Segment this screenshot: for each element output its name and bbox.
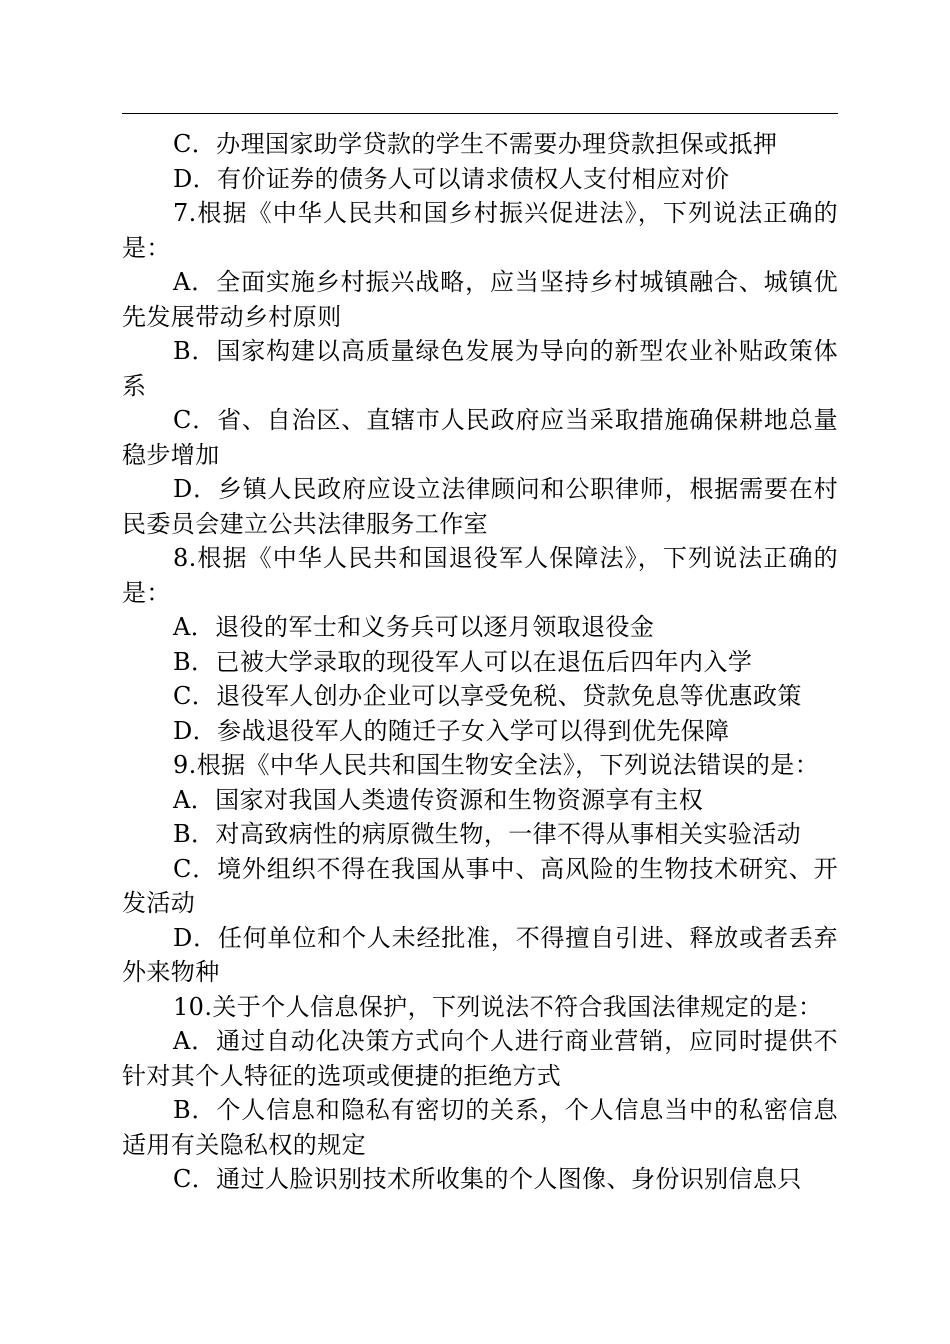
paragraph-text: B．国家构建以高质量绿色发展为导向的新型农业补贴政策体系	[122, 337, 838, 400]
option-d-q7	[122, 472, 838, 541]
paragraph-text: B．个人信息和隐私有密切的关系，个人信息当中的私密信息适用有关隐私权的规定	[122, 1096, 838, 1159]
question-7	[122, 196, 838, 265]
paragraph-text: C．退役军人创办企业可以享受免税、贷款免息等优惠政策	[173, 682, 802, 710]
option-d-q6	[122, 162, 838, 197]
paragraph-text: C．境外组织不得在我国从事中、高风险的生物技术研究、开发活动	[122, 854, 838, 917]
paragraph-text: 8.根据《中华人民共和国退役军人保障法》，下列说法正确的是：	[122, 544, 838, 607]
paragraph-text: C．通过人脸识别技术所收集的个人图像、身份识别信息只	[173, 1165, 802, 1193]
option-b-q7	[122, 334, 838, 403]
paragraph-text: C．办理国家助学贷款的学生不需要办理贷款担保或抵押	[173, 130, 778, 158]
paragraph-text: D．任何单位和个人未经批准，不得擅自引进、释放或者丢弃外来物种	[122, 923, 838, 986]
option-a-q7	[122, 265, 838, 334]
option-a-q10	[122, 1024, 838, 1093]
paragraph-text: D．有价证券的债务人可以请求债权人支付相应对价	[173, 164, 730, 193]
question-10	[122, 990, 838, 1025]
paragraph-text: B．对高致病性的病原微生物，一律不得从事相关实验活动	[173, 820, 802, 848]
option-c-q8	[122, 679, 838, 714]
paragraph-text: 9.根据《中华人民共和国生物安全法》，下列说法错误的是：	[173, 751, 820, 779]
option-b-q9	[122, 817, 838, 852]
question-8	[122, 541, 838, 610]
option-c-q7	[122, 403, 838, 472]
paragraph-text: D．参战退役军人的随迁子女入学可以得到优先保障	[173, 716, 730, 745]
paragraph-text: 7.根据《中华人民共和国乡村振兴促进法》，下列说法正确的是：	[122, 199, 838, 262]
paragraph-text: D．乡镇人民政府应设立法律顾问和公职律师，根据需要在村民委员会建立公共法律服务工作室	[122, 475, 838, 538]
paragraph-text: A．退役的军士和义务兵可以逐月领取退役金	[173, 613, 655, 641]
header-rule	[122, 113, 838, 114]
paragraph-text: C．省、自治区、直辖市人民政府应当采取措施确保耕地总量稳步增加	[122, 406, 838, 469]
option-d-q8	[122, 714, 838, 749]
option-b-q10	[122, 1093, 838, 1162]
option-c-q9	[122, 852, 838, 921]
option-a-q9	[122, 783, 838, 818]
question-9	[122, 748, 838, 783]
document-body	[122, 127, 838, 1197]
paragraph-text: A．国家对我国人类遗传资源和生物资源享有主权	[173, 785, 704, 814]
paragraph-text: 10.关于个人信息保护，下列说法不符合我国法律规定的是：	[173, 992, 823, 1021]
paragraph-text: A．通过自动化决策方式向个人进行商业营销，应同时提供不针对其个人特征的选项或便捷的拒绝方式	[122, 1027, 838, 1090]
option-b-q8	[122, 645, 838, 680]
option-c-q6	[122, 127, 838, 162]
paragraph-text: A．全面实施乡村振兴战略，应当坚持乡村城镇融合、城镇优先发展带动乡村原则	[122, 268, 838, 331]
option-d-q9	[122, 921, 838, 990]
paragraph-text: B．已被大学录取的现役军人可以在退伍后四年内入学	[173, 647, 753, 676]
option-a-q8	[122, 610, 838, 645]
option-c-q10	[122, 1162, 838, 1197]
